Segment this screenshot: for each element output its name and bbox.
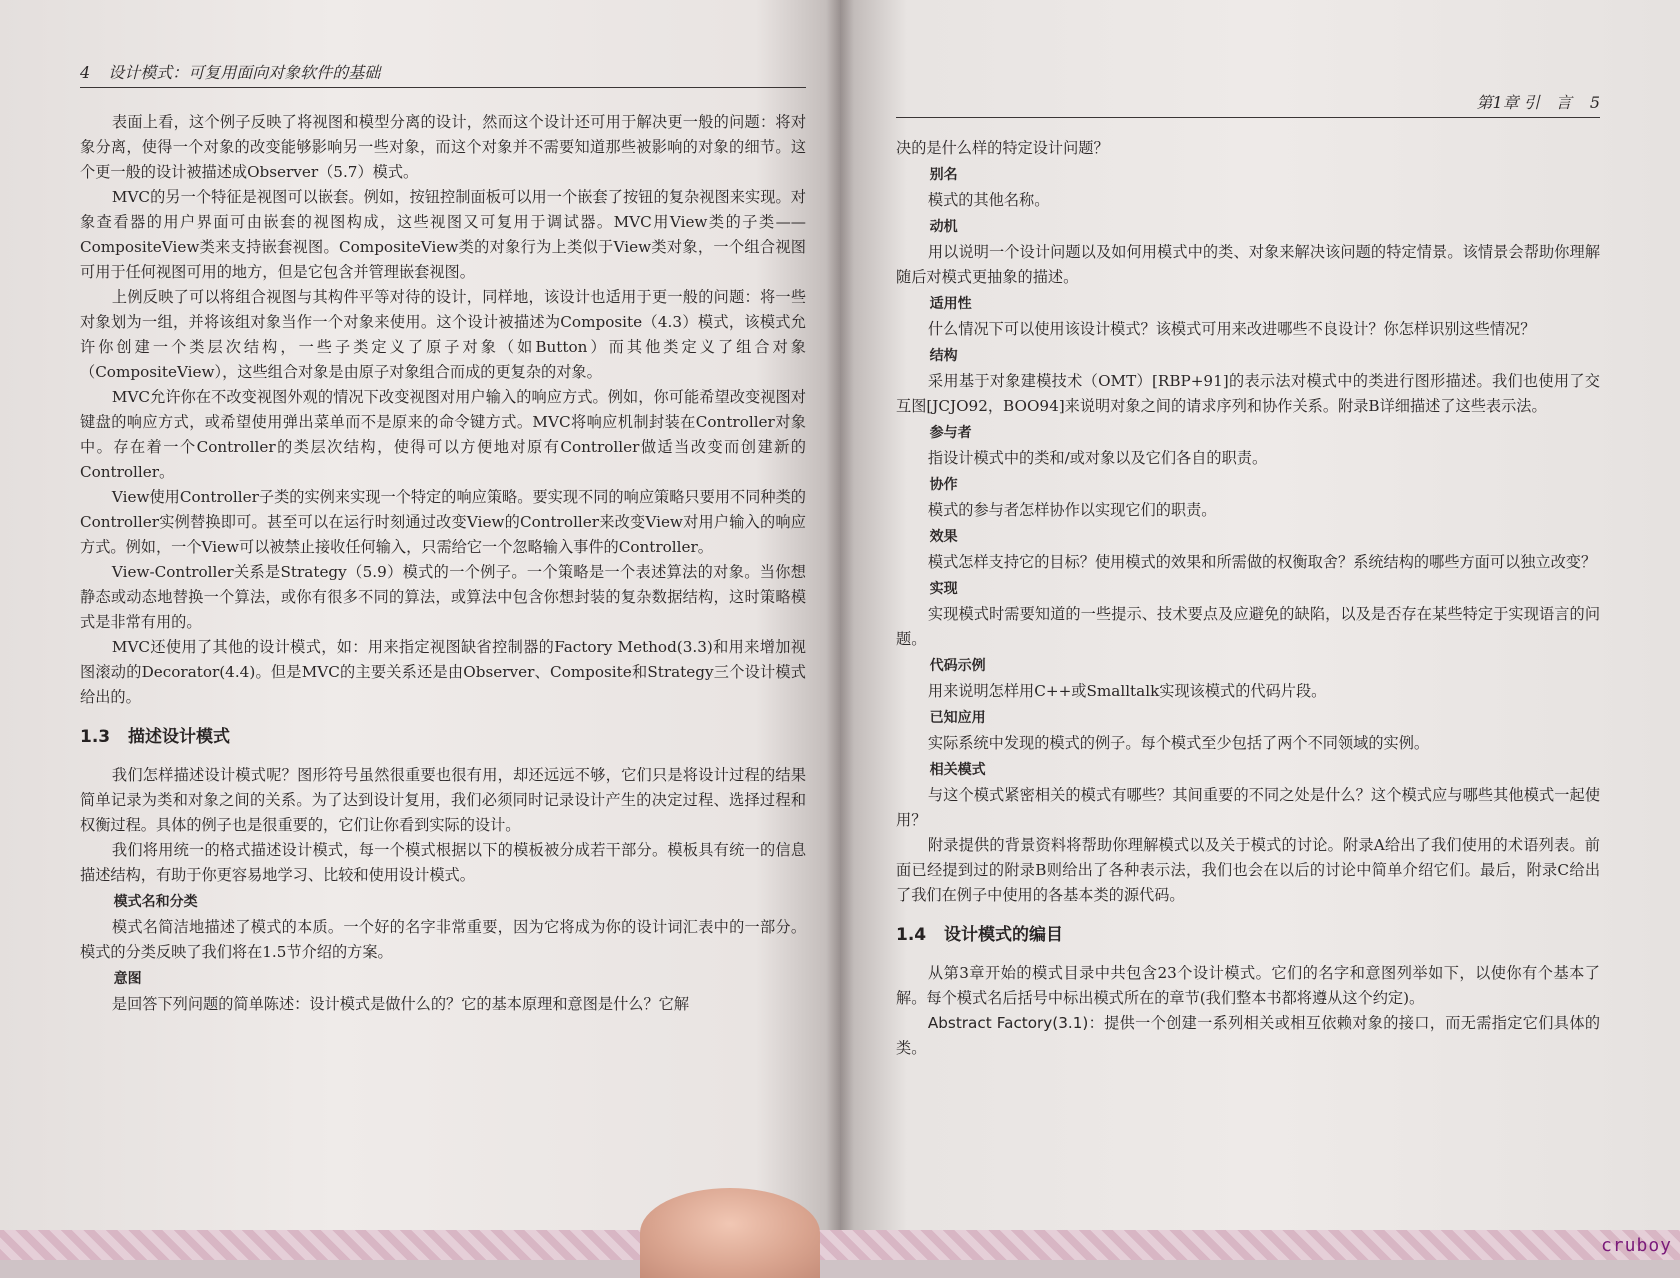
right-page	[840, 0, 1680, 1230]
subheading: 效果	[929, 529, 958, 545]
paragraph: MVC还使用了其他的设计模式，如：用来指定视图缺省控制器的Factory Method(3.3)和用来增加视图滚动的Decorator(4.4)。但是MVC的主要关系还是由Observer、Composite和Strategy三个设计模式给出的。	[80, 638, 806, 706]
subheading: 代码示例	[929, 658, 986, 674]
section-heading-1-4	[896, 920, 1600, 945]
subheading: 别名	[929, 167, 958, 183]
right-running-title: 第1章 引 言	[1476, 93, 1572, 112]
paragraph: 我们将用统一的格式描述设计模式，每一个模式根据以下的模板被分成若干部分。模板具有统一的信息描述结构，有助于你更容易地学习、比较和使用设计模式。	[80, 841, 806, 884]
paragraph: 指设计模式中的类和/或对象以及它们各自的职责。	[927, 449, 1268, 467]
pattern-name: Abstract Factory(3.1)	[927, 1014, 1089, 1032]
paragraph: 上例反映了可以将组合视图与其构件平等对待的设计，同样地，该设计也适用于更一般的问题：将一些对象划为一组，并将该组对象当作一个对象来使用。这个设计被描述为Composite（4.3）模式，该模式允许你创建一个类层次结构，一些子类定义了原子对象（如Button）而其他类定义了组合对象（CompositeView），这些组合对象是由原子对象组合而成的更复杂的对象。	[80, 288, 806, 381]
left-page-number: 4	[80, 63, 91, 82]
paragraph: 用来说明怎样用C++或Smalltalk实现该模式的代码片段。	[927, 682, 1327, 700]
paragraph: 采用基于对象建模技术（OMT）[RBP+91]的表示法对模式中的类进行图形描述。我们也使用了交互图[JCJO92，BOO94]来说明对象之间的请求序列和协作关系。附录B详细描述了这些表示法。	[896, 372, 1600, 415]
paragraph: 附录提供的背景资料将帮助你理解模式以及关于模式的讨论。附录A给出了我们使用的术语列表。前面已经提到过的附录B则给出了各种表示法，我们也会在以后的讨论中简单介绍它们。最后，附录C给出了我们在例子中使用的各基本类的源代码。	[896, 836, 1601, 904]
subheading: 意图	[113, 971, 142, 987]
fabric-background	[0, 1230, 1680, 1260]
left-running-head	[80, 60, 806, 88]
paragraph: 决的是什么样的特定设计问题？	[896, 139, 1109, 157]
paragraph: 模式名简洁地描述了模式的本质。一个好的名字非常重要，因为它将成为你的设计词汇表中的一部分。模式的分类反映了我们将在1.5节介绍的方案。	[80, 918, 806, 961]
section-title: 设计模式的编目	[944, 925, 1064, 945]
book-gutter	[826, 0, 854, 1240]
section-heading-1-3	[80, 722, 806, 747]
section-number: 1.3	[80, 727, 111, 747]
paragraph: 实际系统中发现的模式的例子。每个模式至少包括了两个不同领域的实例。	[927, 734, 1430, 752]
paragraph: MVC的另一个特征是视图可以嵌套。例如，按钮控制面板可以用一个嵌套了按钮的复杂视图来实现。对象查看器的用户界面可由嵌套的视图构成，这些视图又可复用于调试器。MVC用View类的子类——CompositeView类来支持嵌套视图。CompositeView类的对象行为上类似于View类对象，一个组合视图可用于任何视图可用的地方，但是它包含并管理嵌套视图。	[80, 188, 806, 281]
left-running-title: 设计模式：可复用面向对象软件的基础	[108, 63, 381, 82]
paragraph: 从第3章开始的模式目录中共包含23个设计模式。它们的名字和意图列举如下，以使你有个基本了解。每个模式名后括号中标出模式所在的章节(我们整本书都将遵从这个约定)。	[896, 964, 1600, 1007]
paragraph: View使用Controller子类的实例来实现一个特定的响应策略。要实现不同的响应策略只要用不同种类的Controller实例替换即可。甚至可以在运行时刻通过改变View的Controller来改变View对用户输入的响应方式。例如，一个View可以被禁止接收任何输入，只需给它一个忽略输入事件的Controller。	[80, 488, 806, 556]
subheading: 实现	[929, 581, 958, 597]
section-title: 描述设计模式	[128, 727, 231, 747]
paragraph: 实现模式时需要知道的一些提示、技术要点及应避免的缺陷，以及是否存在某些特定于实现语言的问题。	[896, 605, 1600, 648]
right-page-number: 5	[1589, 93, 1600, 112]
paragraph: 模式的参与者怎样协作以实现它们的职责。	[927, 501, 1217, 519]
left-page	[0, 0, 840, 1230]
subheading: 相关模式	[929, 762, 986, 778]
right-running-head	[896, 90, 1600, 118]
paragraph: 什么情况下可以使用该设计模式？该模式可用来改进哪些不良设计？你怎样识别这些情况？	[927, 320, 1536, 338]
subheading: 已知应用	[929, 710, 986, 726]
subheading: 协作	[929, 477, 958, 493]
thumb	[640, 1188, 820, 1278]
section-number: 1.4	[896, 925, 927, 945]
subheading: 结构	[929, 348, 958, 364]
watermark: cruboy	[1600, 1235, 1672, 1256]
paragraph: 我们怎样描述设计模式呢？图形符号虽然很重要也很有用，却还远远不够，它们只是将设计过程的结果简单记录为类和对象之间的关系。为了达到设计复用，我们必须同时记录设计产生的决定过程、选择过程和权衡过程。具体的例子也是很重要的，它们让你看到实际的设计。	[80, 766, 806, 834]
paragraph: 用以说明一个设计问题以及如何用模式中的类、对象来解决该问题的特定情景。该情景会帮助你理解随后对模式更抽象的描述。	[896, 243, 1600, 286]
paragraph: MVC允许你在不改变视图外观的情况下改变视图对用户输入的响应方式。例如，你可能希望改变视图对键盘的响应方式，或希望使用弹出菜单而不是原来的命令键方式。MVC将响应机制封装在Controller对象中。存在着一个Controller的类层次结构，使得可以方便地对原有Controller做适当改变而创建新的Controller。	[80, 388, 806, 481]
subheading: 动机	[929, 219, 958, 235]
paragraph: 与这个模式紧密相关的模式有哪些？其间重要的不同之处是什么？这个模式应与哪些其他模式一起使用？	[896, 786, 1600, 829]
subheading: 适用性	[929, 296, 972, 312]
paragraph: View-Controller关系是Strategy（5.9）模式的一个例子。一个策略是一个表述算法的对象。当你想静态或动态地替换一个算法，或你有很多不同的算法，或算法中包含你想封装的复杂数据结构，这时策略模式是非常有用的。	[80, 563, 806, 631]
paragraph: 是回答下列问题的简单陈述：设计模式是做什么的？它的基本原理和意图是什么？它解	[111, 995, 690, 1013]
paragraph: 表面上看，这个例子反映了将视图和模型分离的设计，然而这个设计还可用于解决更一般的问题：将对象分离，使得一个对象的改变能够影响另一些对象，而这个对象并不需要知道那些被影响的对象的细节。这个更一般的设计被描述成Observer（5.7）模式。	[80, 113, 806, 181]
pattern-intent: ：提供一个创建一系列相关或相互依赖对象的接口，而无需指定它们具体的类。	[896, 1014, 1601, 1057]
paragraph: 模式怎样支持它的目标？使用模式的效果和所需做的权衡取舍？系统结构的哪些方面可以独立改变？	[927, 553, 1597, 571]
subheading: 模式名和分类	[113, 894, 198, 910]
subheading: 参与者	[929, 425, 972, 441]
paragraph: 模式的其他名称。	[927, 191, 1050, 209]
catalog-entry	[896, 1011, 1600, 1061]
